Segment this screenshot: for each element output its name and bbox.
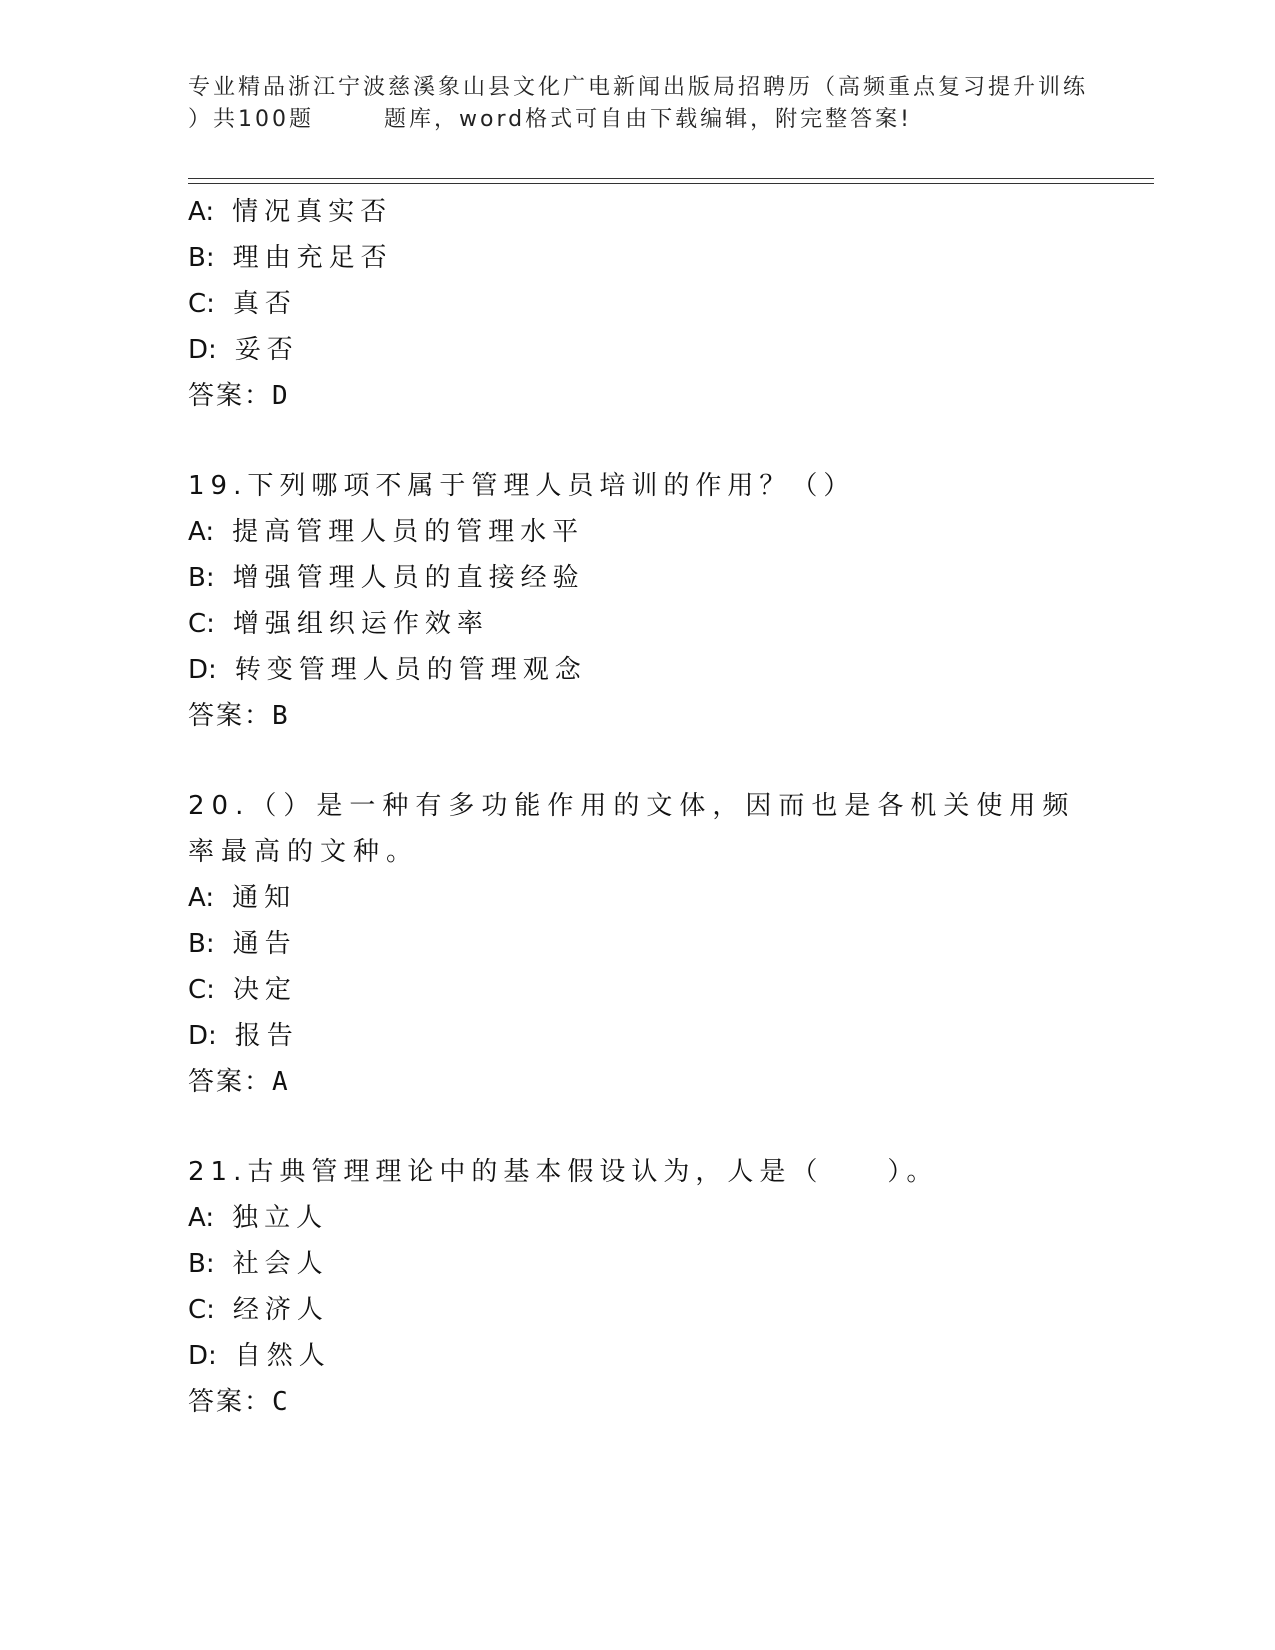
option-a: A: 通知 — [188, 883, 297, 913]
option-text: 提高管理人员的管理水平 — [232, 517, 585, 547]
option-text: 经济人 — [232, 1295, 329, 1325]
question-block-20 — [188, 783, 1088, 1105]
option-b: B: 理由充足否 — [188, 243, 393, 273]
answer-label: 答案： — [188, 1067, 273, 1097]
question-text: 20.（）是一种有多功能作用的文体，因而也是各机关使用频率最高的文种。 — [188, 791, 1076, 867]
option-text: 通告 — [232, 929, 297, 959]
option-c: C: 经济人 — [188, 1295, 329, 1325]
option-a: A: 提高管理人员的管理水平 — [188, 517, 585, 547]
answer-value: A — [272, 1067, 288, 1097]
answer-value: B — [272, 701, 288, 731]
option-a: A: 独立人 — [188, 1203, 329, 1233]
answer-label: 答案： — [188, 1387, 273, 1417]
question-list — [188, 189, 1088, 1425]
question-text: 21.古典管理理论中的基本假设认为，人是（ ）。 — [188, 1157, 939, 1187]
option-text: 妥否 — [234, 335, 299, 365]
option-c: C: 真否 — [188, 289, 297, 319]
answer-line — [188, 1059, 1088, 1105]
answer-line — [188, 1379, 1088, 1425]
question-block-19 — [188, 463, 1088, 739]
answer-label: 答案： — [188, 701, 273, 731]
option-b: B: 通告 — [188, 929, 297, 959]
option-text: 社会人 — [232, 1249, 329, 1279]
answer-value: C — [272, 1387, 288, 1417]
option-b: B: 增强管理人员的直接经验 — [188, 563, 585, 593]
option-d: D: 自然人 — [188, 1341, 331, 1371]
option-b: B: 社会人 — [188, 1249, 329, 1279]
question-text: 19.下列哪项不属于管理人员培训的作用？（） — [188, 471, 856, 501]
option-text: 增强组织运作效率 — [232, 609, 489, 639]
question-block-18 — [188, 189, 1088, 419]
answer-line — [188, 373, 1088, 419]
option-text: 通知 — [232, 883, 297, 913]
header-divider-bottom — [188, 183, 1154, 184]
option-text: 转变管理人员的管理观念 — [234, 655, 587, 685]
document-header — [188, 72, 1118, 136]
header-line-1: 专业精品浙江宁波慈溪象山县文化广电新闻出版局招聘历（高频重点复习提升训练 — [188, 75, 1089, 100]
answer-value: D — [272, 381, 288, 411]
option-text: 决定 — [232, 975, 297, 1005]
option-text: 报告 — [234, 1021, 299, 1051]
option-c: C: 增强组织运作效率 — [188, 609, 489, 639]
option-text: 增强管理人员的直接经验 — [232, 563, 585, 593]
option-text: 独立人 — [232, 1203, 329, 1233]
answer-label: 答案： — [188, 381, 273, 411]
header-line-2-part-1: ）共100题 — [188, 107, 314, 132]
option-d: D: 报告 — [188, 1021, 299, 1051]
header-line-2-part-2: 题库，word格式可自由下载编辑，附完整答案! — [384, 107, 912, 132]
header-line-2 — [188, 104, 1118, 136]
option-text: 自然人 — [234, 1341, 331, 1371]
header-divider-top — [188, 178, 1154, 179]
option-text: 理由充足否 — [232, 243, 393, 273]
option-d: D: 转变管理人员的管理观念 — [188, 655, 587, 685]
option-c: C: 决定 — [188, 975, 297, 1005]
option-text: 情况真实否 — [232, 197, 393, 227]
question-block-21 — [188, 1149, 1088, 1425]
option-d: D: 妥否 — [188, 335, 299, 365]
option-a: A: 情况真实否 — [188, 197, 393, 227]
option-text: 真否 — [232, 289, 297, 319]
answer-line — [188, 693, 1088, 739]
